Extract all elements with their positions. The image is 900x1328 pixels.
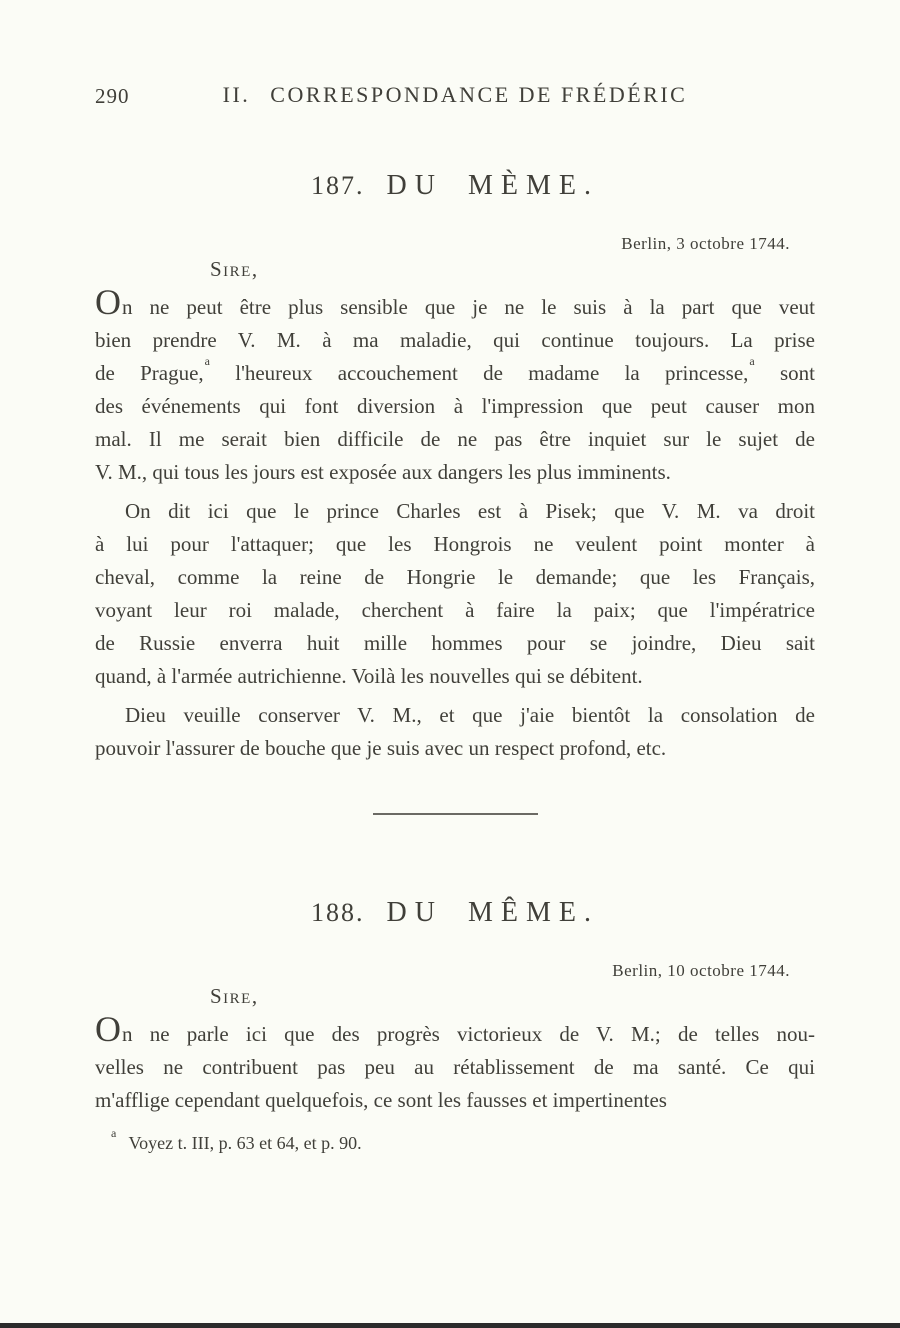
- page-number: 290: [95, 84, 130, 108]
- text-line: On ne parle ici que des progrès victorieux de V. M.; de telles nou-: [95, 1009, 815, 1049]
- text-line: On ne peut être plus sensible que je ne le suis à la part que veut: [95, 282, 815, 322]
- letter-body: [95, 1009, 815, 1117]
- paragraph: [95, 282, 816, 489]
- paragraph: [95, 495, 815, 693]
- initial-capital: O: [95, 1009, 122, 1049]
- text-line: mal. Il me serait bien difficile de ne pas être inquiet sur le sujet de: [95, 427, 815, 451]
- text-line: On dit ici que le prince Charles est à Pisek; que V. M. va droit: [125, 499, 815, 523]
- paragraph: [95, 699, 815, 765]
- scanned-book-page: [0, 82, 900, 1328]
- letter-salutation: Sire,: [210, 984, 259, 1008]
- footnote-marker: a: [111, 1126, 117, 1140]
- running-head-title: [223, 82, 688, 108]
- letter-title: DU MÊME.: [386, 897, 599, 928]
- footnote: $^a$ Voyez t. III, p. 63 et 64, et p. 90.: [111, 1126, 362, 1153]
- letter-187: [95, 168, 815, 765]
- footnote-marker: a: [749, 354, 755, 368]
- text-line: bien prendre V. M. à ma maladie, qui continue toujours. La prise: [95, 328, 815, 352]
- letter-heading: [95, 168, 815, 205]
- text-line: de Prague,$^a$ l'heureux accouchement de madame la princesse,$^a$ sont: [95, 354, 816, 385]
- text-line: m'afflige cependant quelquefois, ce sont les fausses et impertinentes: [95, 1088, 667, 1112]
- text-line: V. M., qui tous les jours est exposée aux dangers les plus imminents.: [95, 460, 671, 484]
- letter-title: DU MÈME.: [386, 170, 599, 201]
- text-line: à lui pour l'attaquer; que les Hongrois ne veulent point monter à: [95, 532, 815, 556]
- running-head: [95, 82, 815, 112]
- book-page: [0, 82, 900, 1155]
- running-head-part-number: II.: [222, 82, 251, 107]
- letter-body: [95, 282, 816, 765]
- letter-heading: [95, 895, 815, 932]
- text-line: cheval, comme la reine de Hongrie le demande; que les Français,: [95, 565, 815, 589]
- letter-dateline: Berlin, 10 octobre 1744.: [612, 961, 790, 980]
- text-line: des événements qui font diversion à l'impression que peut causer mon: [95, 394, 815, 418]
- text-line: Dieu veuille conserver V. M., et que j'aie bientôt la consolation de: [125, 703, 815, 727]
- letter-188: [95, 895, 815, 1117]
- letter-number: 188.: [311, 898, 365, 927]
- scan-bottom-edge: [0, 1323, 900, 1328]
- text-line: velles ne contribuent pas peu au rétablissement de ma santé. Ce qui: [95, 1055, 815, 1079]
- text-line: de Russie enverra huit mille hommes pour se joindre, Dieu sait: [95, 631, 815, 655]
- paragraph: [95, 1009, 815, 1117]
- section-divider-rule: [373, 813, 538, 815]
- text-line: quand, à l'armée autrichienne. Voilà les nouvelles qui se débitent.: [95, 664, 643, 688]
- letter-salutation: Sire,: [210, 257, 259, 281]
- initial-capital: O: [95, 282, 122, 322]
- letter-dateline: Berlin, 3 octobre 1744.: [621, 234, 790, 253]
- text-line: pouvoir l'assurer de bouche que je suis avec un respect profond, etc.: [95, 736, 667, 760]
- footnote-marker: a: [204, 354, 210, 368]
- letter-number: 187.: [311, 171, 365, 200]
- text-line: voyant leur roi malade, cherchent à faire la paix; que l'impératrice: [95, 598, 815, 622]
- running-head-text: CORRESPONDANCE DE FRÉDÉRIC: [270, 82, 688, 107]
